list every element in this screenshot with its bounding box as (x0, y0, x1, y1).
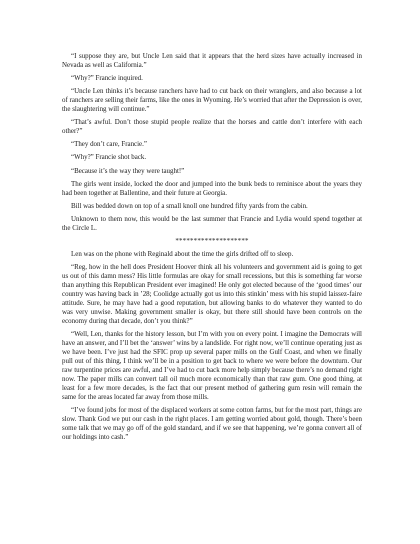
paragraph: “Why?” Francie shot back. (71, 153, 147, 162)
paragraph: “They don’t care, Francie.” (71, 140, 147, 149)
scene-separator: ******************** (175, 236, 249, 245)
paragraph: “Why?” Francie inquired. (71, 74, 143, 83)
paragraph: Unknown to them now, this would be the last summer that Francie and Lydia would spend together at the Circle L. (62, 214, 362, 232)
paragraph: “Well, Len, thanks for the history lesson, but I’m with you on every point. I imagine the Democrats will have an answer, and I’ll bet the ‘answer’ wins by a landslide. For right now, we’ll continue operating just as we have been. I’ve just had the SFIC prop up several paper mills on the Gulf Coast, and when we finally pull out of this thing, I think we’ll be in a position to get back to where we were before the downturn. Our raw turpentine prices are awful, and I’ve had to cut back more help simply because there’s no demand right now. The paper mills can convert tall oil much more economically than that raw gum. One good thing, at least for a few more decades, is the fact that our present method of gathering gum resin will remain the same for the areas located far away from those mills. (62, 330, 362, 402)
document-page (62, 52, 362, 446)
paragraph: “That’s awful. Don’t those stupid people realize that the horses and cattle don’t interfere with each other?” (62, 118, 362, 136)
paragraph: The girls went inside, locked the door and jumped into the bunk beds to reminisce about the years they had been together at Ballentine, and their future at Georgia. (62, 179, 362, 197)
paragraph: “Uncle Len thinks it’s because ranchers have had to cut back on their wranglers, and also because a lot of ranchers are selling their farms, like the ones in Wyoming. He’s worried that after the Depression is over, the slaughtering will continue.” (62, 87, 362, 114)
paragraph: “I suppose they are, but Uncle Len said that it appears that the herd sizes have actually increased in Nevada as well as California.” (62, 52, 362, 69)
paragraph: “Because it’s the way they were taught!” (71, 166, 185, 175)
paragraph: Len was on the phone with Reginald about the time the girls drifted off to sleep. (71, 250, 294, 259)
paragraph: “I’ve found jobs for most of the displaced workers at some cotton farms, but for the most part, things are slow. Thank God we put our cash in the right places. I am getting worried about gold, though. There’s been some talk that we may go off of the gold standard, and if we see that happening, we’re gonna convert all of our holdings into cash.” (62, 406, 362, 442)
paragraph: “Reg, how in the hell does President Hoover think all his volunteers and government aid is going to get us out of this damn mess? His little formulas are okay for small recessions, but this is something far worse than anything this Republican President ever imagined! He only got elected because of the ‘good times’ our country was having back in ’28; Coolidge actually got us into this stinkin’ mess with his stupid laissez-faire attitude. Sure, he may have had a good reputation, but allowing banks to do whatever they wanted to do was very unwise. Making government smaller is okay, but there still should have been controls on the economy during that decade, don’t you think?” (62, 263, 362, 326)
paragraph: Bill was bedded down on top of a small knoll one hundred fifty yards from the cabin. (71, 201, 308, 210)
